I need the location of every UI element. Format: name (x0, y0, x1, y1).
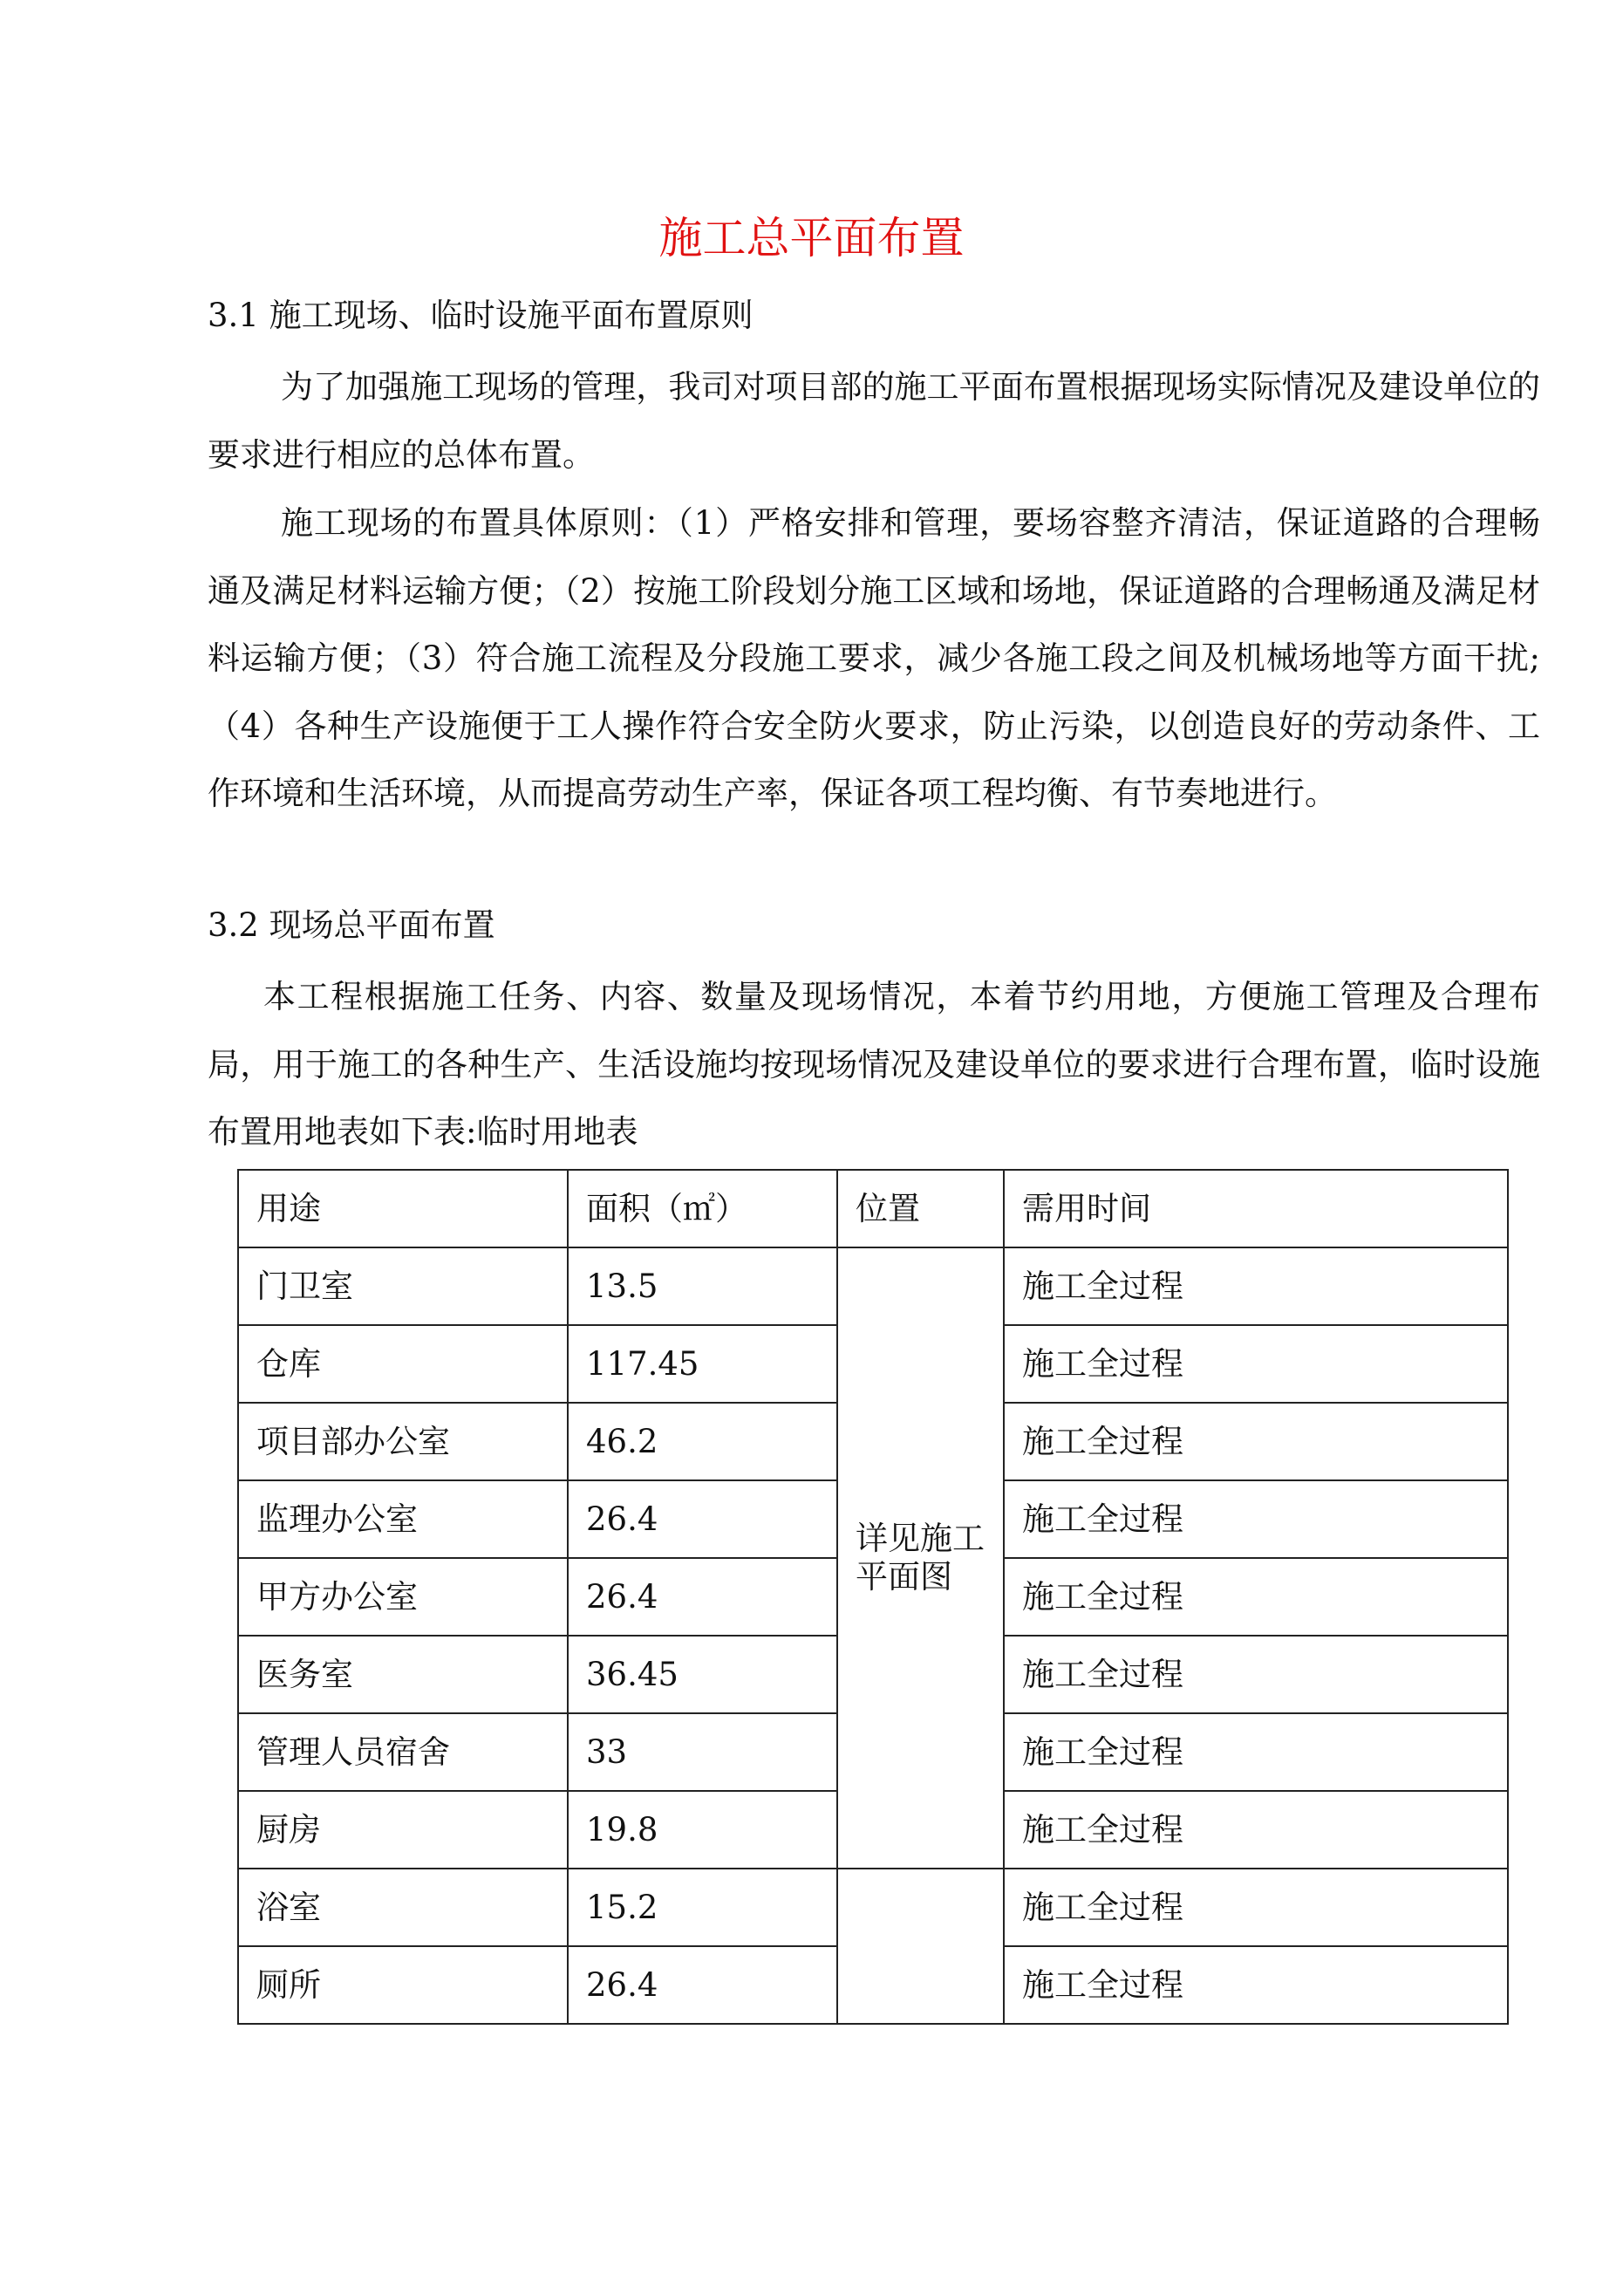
table-cell-time: 施工全过程 (1004, 1558, 1508, 1636)
table-cell-area: 33 (568, 1713, 837, 1791)
table-header-cell: 面积（㎡） (568, 1170, 837, 1247)
table-cell-use: 监理办公室 (238, 1480, 568, 1558)
table-cell-use: 浴室 (238, 1869, 568, 1946)
table-cell-use: 项目部办公室 (238, 1403, 568, 1480)
table-cell-area: 26.4 (568, 1946, 837, 2024)
table-cell-time: 施工全过程 (1004, 1247, 1508, 1325)
table-cell-area: 117.45 (568, 1325, 837, 1403)
section-heading-3-2: 3.2 现场总平面布置 (208, 906, 495, 944)
table-header-cell: 需用时间 (1004, 1170, 1508, 1247)
table-cell-area: 13.5 (568, 1247, 837, 1325)
land-use-table-wrapper (237, 1169, 1509, 2025)
table-cell-use: 厨房 (238, 1791, 568, 1869)
table-cell-area: 36.45 (568, 1636, 837, 1713)
page-bottom-margin (0, 2040, 1623, 2296)
table-cell-time: 施工全过程 (1004, 1403, 1508, 1480)
table-cell-use: 仓库 (238, 1325, 568, 1403)
table-cell-use: 管理人员宿舍 (238, 1713, 568, 1791)
table-cell-time: 施工全过程 (1004, 1791, 1508, 1869)
table-cell-time: 施工全过程 (1004, 1325, 1508, 1403)
table-header-cell: 用途 (238, 1170, 568, 1247)
table-cell-use: 医务室 (238, 1636, 568, 1713)
table-cell-area: 15.2 (568, 1869, 837, 1946)
section-3-1-paragraph-1: 为了加强施工现场的管理，我司对项目部的施工平面布置根据现场实际情况及建设单位的要求进行相应的总体布置。 (208, 368, 1540, 474)
table-cell-area: 46.2 (568, 1403, 837, 1480)
table-cell-area: 26.4 (568, 1558, 837, 1636)
table-cell-time: 施工全过程 (1004, 1869, 1508, 1946)
table-cell-time: 施工全过程 (1004, 1636, 1508, 1713)
table-cell-position-empty (837, 1869, 1004, 2024)
section-heading-3-1: 3.1 施工现场、临时设施平面布置原则 (208, 297, 754, 334)
page-title: 施工总平面布置 (658, 213, 965, 263)
table-cell-use: 门卫室 (238, 1247, 568, 1325)
land-use-table (237, 1169, 1509, 2025)
table-row (238, 1247, 1508, 1325)
table-cell-position-merged: 详见施工平面图 (837, 1247, 1004, 1869)
table-cell-area: 26.4 (568, 1480, 837, 1558)
table-cell-time: 施工全过程 (1004, 1480, 1508, 1558)
table-cell-area: 19.8 (568, 1791, 837, 1869)
table-header-cell: 位置 (837, 1170, 1004, 1247)
section-3-1-paragraph-2: 施工现场的布置具体原则：（1）严格安排和管理，要场容整齐清洁，保证道路的合理畅通及满足材料运输方便；（2）按施工阶段划分施工区域和场地，保证道路的合理畅通及满足材料运输方便；（3）符合施工流程及分段施工要求，减少各施工段之间及机械场地等方面干扰;（4）各种生产设施便于工人操作符合安全防火要求，防止污染，以创造良好的劳动条件、工作环境和生活环境，从而提高劳动生产率，保证各项工程均衡、有节奏地进行。 (208, 504, 1540, 812)
section-3-2-paragraph-1: 本工程根据施工任务、内容、数量及现场情况，本着节约用地，方便施工管理及合理布局，用于施工的各种生产、生活设施均按现场情况及建设单位的要求进行合理布置，临时设施布置用地表如下表:临时用地表 (208, 978, 1540, 1151)
table-cell-use: 厕所 (238, 1946, 568, 2024)
table-cell-use: 甲方办公室 (238, 1558, 568, 1636)
table-cell-time: 施工全过程 (1004, 1946, 1508, 2024)
table-row (238, 1869, 1508, 1946)
table-header-row (238, 1170, 1508, 1247)
table-cell-time: 施工全过程 (1004, 1713, 1508, 1791)
